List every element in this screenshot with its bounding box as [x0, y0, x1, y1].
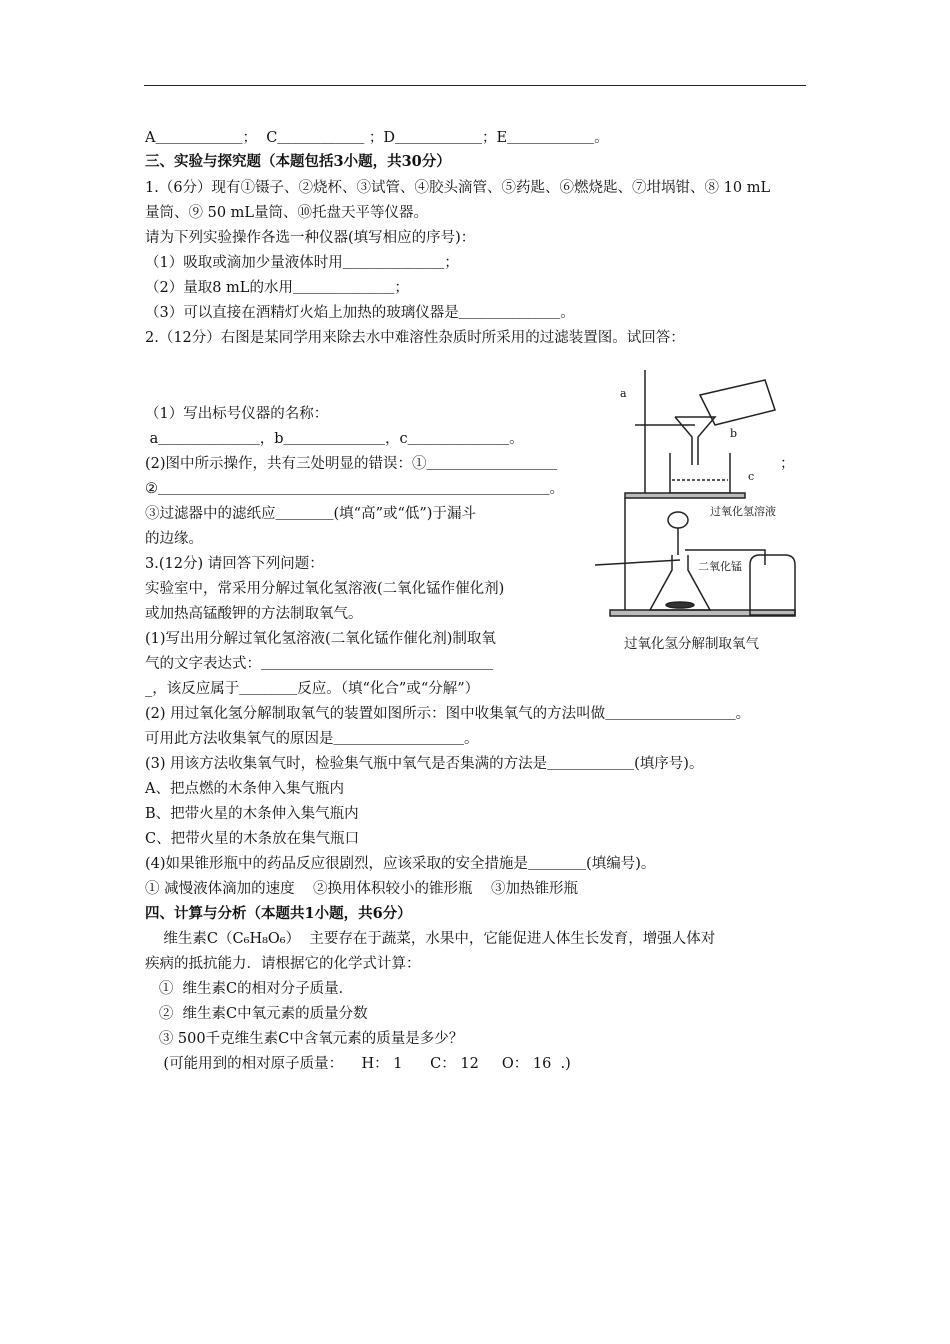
q1-item-1: （1）吸取或滴加少量液体时用＿＿＿＿＿＿＿； — [145, 255, 459, 271]
q2-item-1: （1）写出标号仪器的名称： — [145, 406, 329, 422]
apparatus-drawing — [590, 365, 810, 635]
q2-item-3-cont: 的边缘。 — [145, 531, 203, 547]
platform — [625, 493, 745, 498]
q3-context-1: 实验室中，常采用分解过氧化氢溶液(二氧化锰作催化剂) — [145, 581, 505, 597]
label-a: a — [620, 387, 627, 400]
q3-item-2: (2) 用过氧化氢分解制取氧气的装置如图所示：图中收集氧气的方法叫做＿＿＿＿＿＿＿＿＿。 — [145, 706, 751, 722]
q3-item-1: (1)写出用分解过氧化氢溶液(二氧化锰作催化剂)制取氧 — [145, 631, 496, 647]
q4-intro-2: 疾病的抵抗能力．请根据它的化学式计算： — [145, 956, 421, 972]
blank-line-ace: A＿＿＿＿＿＿； C＿＿＿＿＿＿ ；D＿＿＿＿＿＿；E＿＿＿＿＿＿。 — [145, 130, 609, 146]
q1-item-2: （2）量取8 mL的水用＿＿＿＿＿＿＿； — [145, 280, 409, 296]
section-3-heading: 三、实验与探究题（本题包括3小题，共30分） — [145, 153, 451, 170]
q4-note: (可能用到的相对原子质量： H： 1 C： 12 O： 16 .) — [145, 1056, 571, 1072]
q2-item-2-end: ； — [780, 456, 795, 472]
section-4-heading: 四、计算与分析（本题共1小题，共6分） — [145, 905, 412, 922]
figure-caption: 过氧化氢分解制取氧气 — [624, 636, 759, 652]
q3-item-3: (3) 用该方法收集氧气时，检验集气瓶中氧气是否集满的方法是＿＿＿＿＿＿(填序号)。 — [145, 756, 704, 772]
q3-item-4: (4)如果锥形瓶中的药品反应很剧烈，应该采取的安全措施是＿＿＿＿(填编号)。 — [145, 856, 656, 872]
gas-jar — [750, 555, 795, 615]
q1-line-1: 1.（6分）现有①镊子、②烧杯、③试管、④胶头滴管、⑤药匙、⑥燃烧匙、⑦坩埚钳、⑧ 10 mL — [145, 180, 771, 196]
label-h2o2: 过氧化氢溶液 — [710, 505, 776, 518]
q1-line-2: 量筒、⑨ 50 mL量筒、⑩托盘天平等仪器。 — [145, 205, 429, 221]
label-mno2: 二氧化锰 — [698, 560, 742, 573]
pouring-beaker — [700, 380, 775, 425]
q4-item-2: ② 维生素C中氧元素的质量分数 — [145, 1006, 368, 1022]
q3-option-b: B、把带火星的木条伸入集气瓶内 — [145, 806, 359, 822]
separatory-funnel — [668, 512, 688, 528]
q3-item-1-end: _，该反应属于＿＿＿＿反应。（填“化合”或“分解”） — [145, 681, 480, 697]
q1-instruction: 请为下列实验操作各选一种仪器(填写相应的序号)： — [145, 230, 476, 246]
q4-intro-1: 维生素C（C₆H₈O₆） 主要存在于蔬菜，水果中，它能促进人体生长发育，增强人体对 — [145, 931, 716, 947]
q3-option-c: C、把带火星的木条放在集气瓶口 — [145, 831, 360, 847]
q3-item-2-cont: 可用此方法收集氧气的原因是＿＿＿＿＿＿＿＿＿。 — [145, 731, 479, 747]
q1-item-3: （3）可以直接在酒精灯火焰上加热的玻璃仪器是＿＿＿＿＿＿＿。 — [145, 305, 575, 321]
apparatus-figure — [590, 365, 810, 655]
top-rule — [144, 85, 806, 86]
beaker-c — [670, 453, 730, 493]
label-c: c — [748, 470, 755, 483]
q4-item-1: ① 维生素C的相对分子质量． — [145, 981, 354, 997]
q2-intro: 2.（12分）右图是某同学用来除去水中难溶性杂质时所采用的过滤装置图。试回答： — [145, 330, 685, 346]
q3-option-a: A、把点燃的木条伸入集气瓶内 — [145, 781, 344, 797]
q2-item-2-blank: ②＿＿＿＿＿＿＿＿＿＿＿＿＿＿＿＿＿＿＿＿＿＿＿＿＿＿＿。 — [145, 481, 564, 497]
q3-item-4-options: ① 减慢液体滴加的速度 ②换用体积较小的锥形瓶 ③加热锥形瓶 — [145, 881, 578, 897]
q2-item-2: (2)图中所示操作，共有三处明显的错误：①＿＿＿＿＿＿＿＿＿ — [145, 456, 558, 472]
q4-item-3: ③ 500千克维生素C中含氧元素的质量是多少？ — [145, 1031, 464, 1047]
q3-item-1-cont: 气的文字表达式：＿＿＿＿＿＿＿＿＿＿＿＿＿＿＿＿ — [145, 656, 493, 672]
q2-item-3: ③过滤器中的滤纸应＿＿＿＿(填“高”或“低”)于漏斗 — [145, 506, 476, 522]
q2-item-1-blanks: a＿＿＿＿＿＿＿，b＿＿＿＿＿＿＿，c＿＿＿＿＿＿＿。 — [145, 431, 524, 447]
q3-context-2: 或加热高锰酸钾的方法制取氧气。 — [145, 606, 363, 622]
q3-intro: 3.(12分) 请回答下列问题： — [145, 556, 324, 572]
label-b: b — [730, 427, 738, 440]
